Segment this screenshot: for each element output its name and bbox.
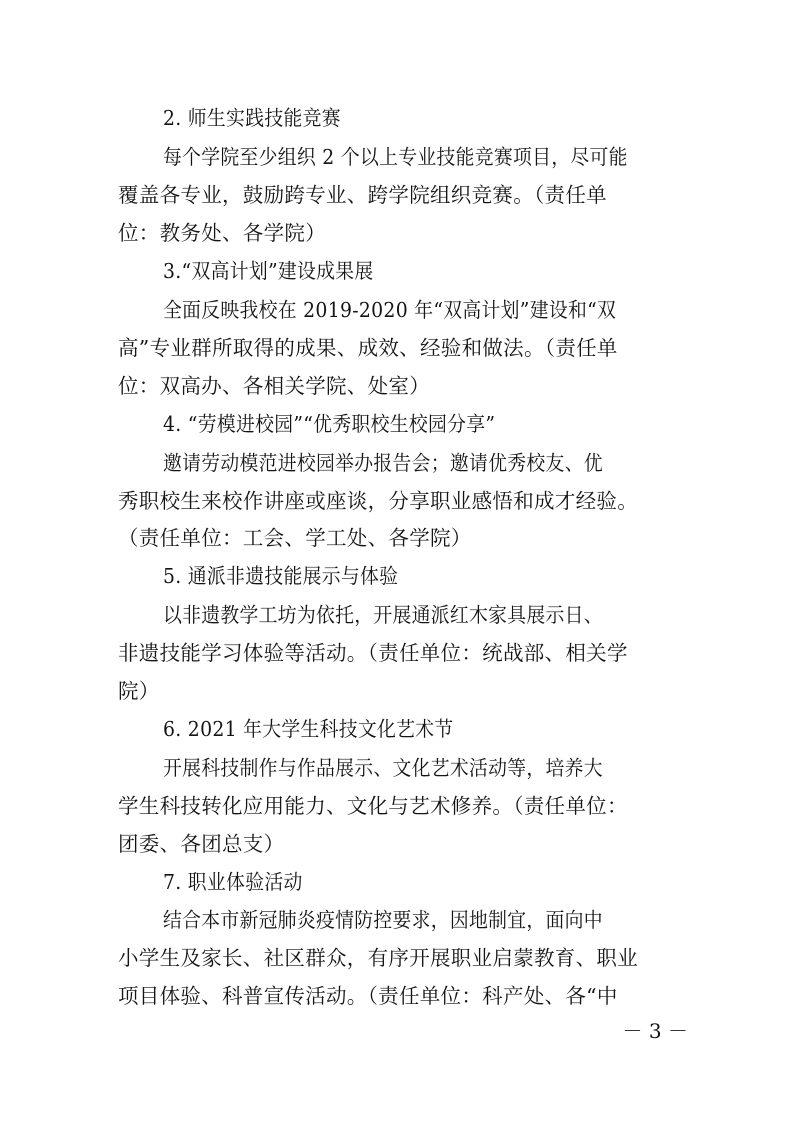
page-number: － 3 － bbox=[622, 1019, 688, 1043]
paragraph-line: 全面反映我校在 2019-2020 年“双高计划”建设和“双 bbox=[163, 298, 617, 322]
paragraph-line: 位：双高办、各相关学院、处室） bbox=[118, 374, 430, 398]
paragraph-line: 邀请劳动模范进校园举办报告会；邀请优秀校友、优 bbox=[163, 451, 603, 475]
paragraph-line: 覆盖各专业，鼓励跨专业、跨学院组织竞赛。（责任单 bbox=[118, 183, 607, 207]
section-heading-heritage-skills: 5. 通派非遗技能展示与体验 bbox=[163, 564, 399, 588]
paragraph-line: （责任单位：工会、学工处、各学院） bbox=[118, 526, 472, 550]
paragraph-line: 秀职校生来校作讲座或座谈，分享职业感悟和成才经验。 bbox=[118, 489, 638, 513]
paragraph-line: 非遗技能学习体验等活动。（责任单位：统战部、相关学 bbox=[118, 641, 628, 665]
paragraph-line: 开展科技制作与作品展示、文化艺术活动等，培养大 bbox=[163, 756, 603, 780]
section-heading-science-festival: 6. 2021 年大学生科技文化艺术节 bbox=[163, 717, 454, 741]
paragraph-line: 小学生及家长、社区群众，有序开展职业启蒙教育、职业 bbox=[118, 946, 638, 970]
paragraph-line: 以非遗教学工坊为依托，开展通派红木家具展示日、 bbox=[163, 603, 603, 627]
paragraph-line: 高”专业群所取得的成果、成效、经验和做法。（责任单 bbox=[118, 336, 618, 360]
paragraph-line: 团委、各团总支） bbox=[118, 832, 285, 856]
paragraph-line: 结合本市新冠肺炎疫情防控要求，因地制宜，面向中 bbox=[163, 908, 603, 932]
paragraph-line: 院） bbox=[118, 679, 160, 703]
paragraph-line: 位：教务处、各学院） bbox=[118, 221, 326, 245]
section-heading-double-high-exhibition: 3.“双高计划”建设成果展 bbox=[163, 259, 374, 283]
section-heading-skills-competition: 2. 师生实践技能竞赛 bbox=[163, 106, 341, 130]
paragraph-line: 每个学院至少组织 2 个以上专业技能竞赛项目，尽可能 bbox=[163, 145, 628, 169]
section-heading-model-workers: 4. “劳模进校园”“优秀职校生校园分享” bbox=[163, 412, 496, 436]
section-heading-career-experience: 7. 职业体验活动 bbox=[163, 870, 303, 894]
paragraph-line: 学生科技转化应用能力、文化与艺术修养。（责任单位： bbox=[118, 794, 628, 818]
paragraph-line: 项目体验、科普宣传活动。（责任单位：科产处、各“中 bbox=[118, 984, 618, 1008]
